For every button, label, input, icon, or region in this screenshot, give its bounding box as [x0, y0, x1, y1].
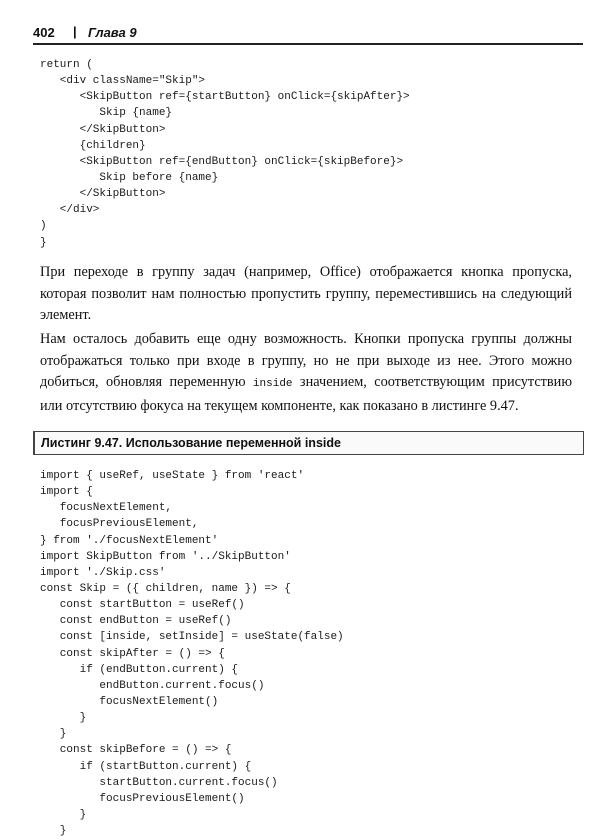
- code-line: const Skip = ({ children, name }) => {: [40, 582, 291, 595]
- code-line: <SkipButton ref={startButton} onClick={skipAfter}>: [40, 91, 410, 104]
- code-line: focusNextElement,: [40, 502, 173, 515]
- code-line: }: [40, 712, 87, 725]
- code-line: </SkipButton>: [40, 188, 166, 201]
- code-line: if (endButton.current) {: [40, 663, 239, 676]
- code-line: import {: [40, 486, 93, 499]
- code-line: const endButton = useRef(): [40, 615, 232, 628]
- code-line: <SkipButton ref={endButton} onClick={skipBefore}>: [40, 155, 404, 168]
- code-line: import { useRef, useState } from 'react': [40, 470, 305, 482]
- paragraph-skip-button: При переходе в группу задач (например, Office) отображается кнопка пропуска, которая позволит нам полностью пропустить группу, переместившись на следующий элемент.: [40, 264, 572, 324]
- code-line: <div className="Skip">: [40, 75, 206, 88]
- code-line: endButton.current.focus(): [40, 679, 265, 692]
- code-line: } from './focusNextElement': [40, 534, 219, 547]
- listing-title: Листинг 9.47. Использование переменной inside: [41, 436, 341, 450]
- code-line: }: [40, 808, 87, 821]
- code-block-return: [40, 57, 410, 251]
- code-line: Skip {name}: [40, 107, 173, 120]
- code-line: startButton.current.focus(): [40, 776, 278, 789]
- listing-caption: [33, 431, 584, 455]
- code-line: }: [40, 825, 67, 838]
- code-line: const startButton = useRef(): [40, 599, 245, 612]
- code-line: return (: [40, 59, 93, 71]
- code-line: focusPreviousElement(): [40, 792, 245, 805]
- code-line: }: [40, 728, 67, 741]
- page-number: 402: [33, 25, 55, 40]
- code-line: focusPreviousElement,: [40, 518, 199, 531]
- page-header: [33, 24, 583, 45]
- header-separator: |: [73, 24, 77, 39]
- inline-code: inside: [252, 378, 293, 391]
- paragraph-text: Нам осталось добавить еще одну возможность. Кнопки пропуска группы должны отображаться только при входе в группу, но не при выходе из нее. Этого можно добиться, обновляя переменную: [40, 331, 572, 391]
- code-line: if (startButton.current) {: [40, 760, 252, 773]
- code-line: </SkipButton>: [40, 123, 166, 136]
- code-line: const skipAfter = () => {: [40, 647, 225, 660]
- code-line: Skip before {name}: [40, 171, 219, 184]
- code-line: focusNextElement(): [40, 695, 219, 708]
- code-line: {children}: [40, 139, 146, 152]
- paragraph-inside-variable: [40, 329, 572, 417]
- code-line: ): [40, 220, 47, 233]
- code-line: const skipBefore = () => {: [40, 744, 232, 757]
- code-line: import './Skip.css': [40, 566, 166, 579]
- chapter-title: Глава 9: [88, 25, 137, 40]
- code-line: </div>: [40, 204, 100, 217]
- code-line: const [inside, setInside] = useState(false): [40, 631, 344, 644]
- code-block-listing-9-47: [40, 468, 344, 839]
- code-line: }: [40, 236, 47, 249]
- paragraph-text: значением, соответствующим присутствию или отсутствию фокуса на текущем компоненте, как показано в листинге 9.47.: [40, 374, 573, 414]
- code-line: import SkipButton from '../SkipButton': [40, 550, 291, 563]
